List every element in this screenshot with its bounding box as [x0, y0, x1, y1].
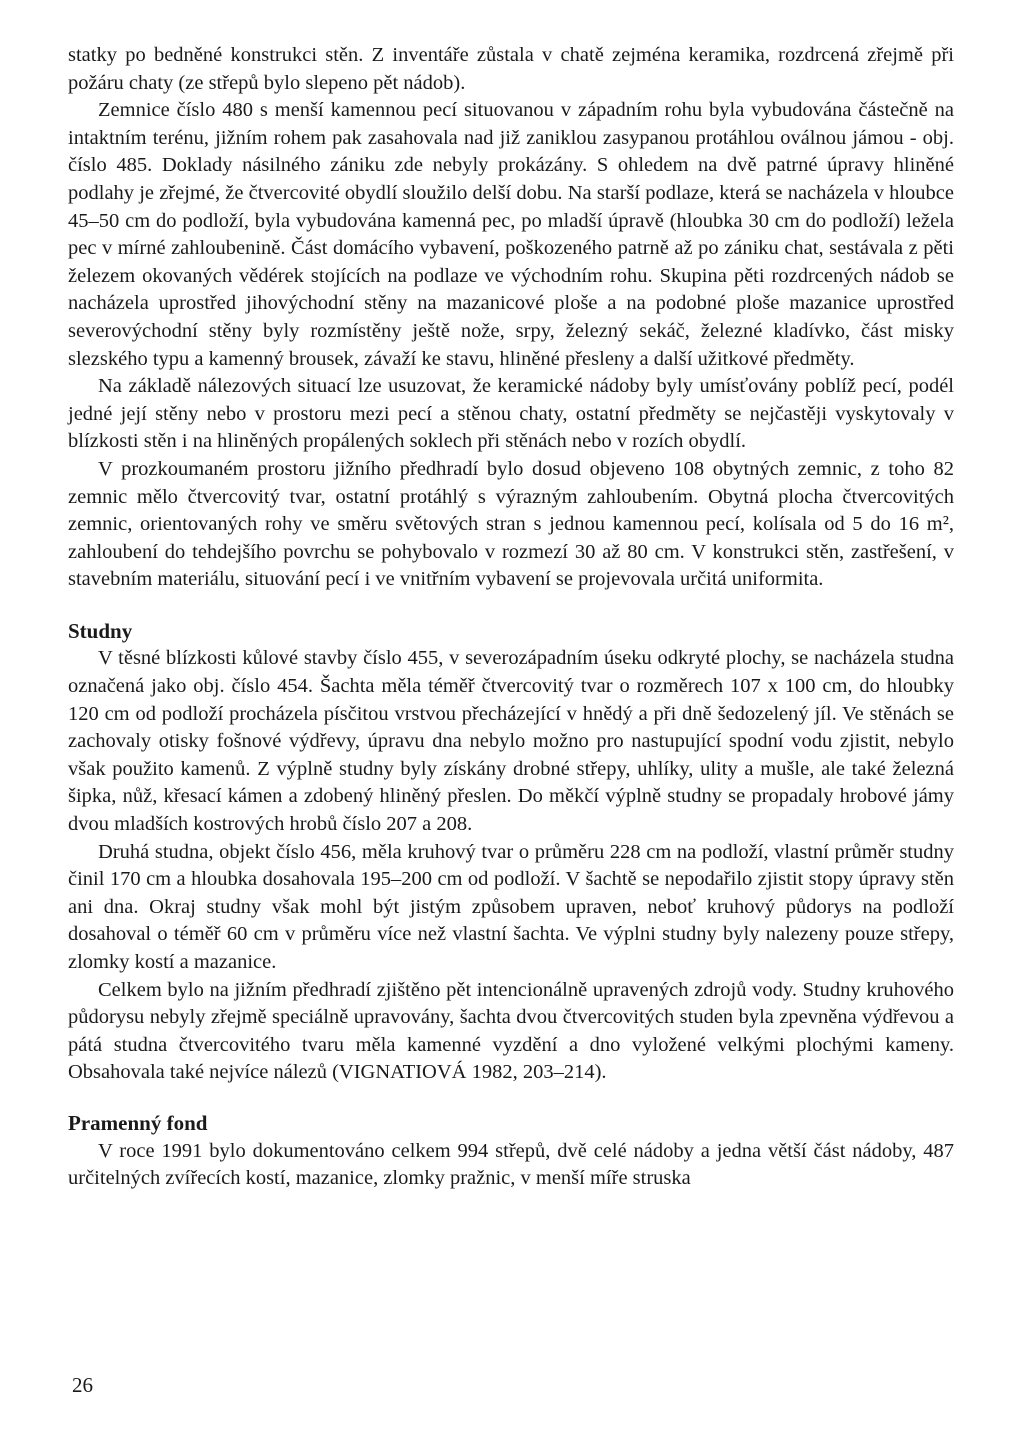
paragraph-studny-celkem: Celkem bylo na jižním předhradí zjištěno pět intencionálně upravených zdrojů vody. Studny kruhového půdorysu nebyly zřejmě speciálně upravovány, šachta dvou čtvercovitých studen byla zpevněna výdřevou a pátá studna čtvercovitého tvaru měla kamenné vyzdění a dno vyložené velkými plochými kameny. Obsahovala také nejvíce nálezů (VIGNATIOVÁ 1982, 203–214). [68, 978, 954, 1084]
paragraph-pramenny-fond: V roce 1991 bylo dokumentováno celkem 994 střepů, dvě celé nádoby a jedna větší část nádoby, 487 určitelných zvířecích kostí, mazanice, zlomky pražnic, v menší míře struska [68, 1139, 954, 1190]
paragraph-studna-454: V těsné blízkosti kůlové stavby číslo 455, v severozápadním úseku odkryté plochy, se nacházela studna označená jako obj. číslo 454. Šachta měla téměř čtvercovitý tvar o rozměrech 107 x 100 cm, do hloubky 120 cm od podloží procházela písčitou vrstvou přecházející v hnědý a při dně šedozelený jíl. Ve stěnách se zachovaly otisky fošnové výdřevy, úpravu dna nebylo možno pro nastupující spodní vodu zjistit, nebylo však použito kamenů. Z výplně studny byly získány drobné střepy, uhlíky, ulity a mušle, ale také železná šipka, nůž, křesací kámen a zdobený hliněný přeslen. Do měkčí výplně studny se propadaly hrobové jámy dvou mladších kostrových hrobů číslo 207 a 208. [68, 647, 954, 836]
page-number: 26 [72, 1373, 93, 1397]
paragraph-nalezove-situace: Na základě nálezových situací lze usuzovat, že keramické nádoby byly umísťovány poblíž pecí, podél jedné její stěny nebo v prostoru mezi pecí a stěnou chaty, ostatní předměty se nejčastěji vyskytovaly v blízkosti stěn i na hliněných propálených soklech při stěnách nebo v rozích obydlí. [68, 375, 954, 453]
paragraph-studna-456: Druhá studna, objekt číslo 456, měla kruhový tvar o průměru 228 cm na podloží, vlastní průměr studny činil 170 cm a hloubka dosahovala 195–200 cm od podloží. V šachtě se nepodařilo zjistit stopy úpravy stěn ani dna. Okraj studny však mohl být jistým způsobem upraven, neboť kruhový půdorys na podloží dosahoval o téměř 60 cm v průměru více než vlastní šachta. Ve výplni studny byly nalezeny pouze střepy, zlomky kostí a mazanice. [68, 840, 954, 973]
paragraph-zemnice-480: Zemnice číslo 480 s menší kamennou pecí situovanou v západním rohu byla vybudována částečně na intaktním terénu, jižním rohem pak zasahovala nad již zaniklou zasypanou protáhlou oválnou jámou - obj. číslo 485. Doklady násilného zániku zde nebyly prokázány. S ohledem na dvě patrné úpravy hliněné podlahy je zřejmé, že čtvercovité obydlí sloužilo delší dobu. Na starší podlaze, která se nacházela v hloubce 45–50 cm do podloží, byla vybudována kamenná pec, po mladší úpravě (hloubka 30 cm do podloží) ležela pec v mírné zahloubenině. Část domácího vybavení, poškozeného patrně až po zániku chat, sestávala z pěti železem okovaných vědérek stojících na podlaze ve východním rohu. Skupina pěti rozdrcených nádob se nacházela uprostřed jihovýchodní stěny na mazanicové ploše a na podobné ploše mazanice uprostřed severovýchodní stěny byly rozmístěny ještě nože, srpy, železný sekáč, železné kladívko, část misky slezského typu a kamenný brousek, závaží ke stavu, hliněné přesleny a další užitkové předměty. [68, 99, 954, 370]
section-heading-studny: Studny [68, 618, 133, 643]
section-heading-pramenny-fond: Pramenný fond [68, 1110, 208, 1135]
paragraph-jizni-predhradi: V prozkoumaném prostoru jižního předhradí bylo dosud objeveno 108 obytných zemnic, z toho 82 zemnic mělo čtvercovitý tvar, ostatní protáhlý s výrazným zahloubením. Obytná plocha čtvercovitých zemnic, orientovaných rohy ve směru světových stran s jednou kamennou pecí, kolísala od 5 do 16 m², zahloubení do tehdejšího povrchu se pohybovalo v rozmezí 30 až 80 cm. V konstrukci stěn, zastřešení, v stavebním materiálu, situování pecí i ve vnitřním vybavení se projevovala určitá uniformita. [68, 457, 954, 591]
paragraph-continuation: statky po bedněné konstrukci stěn. Z inventáře zůstala v chatě zejména keramika, rozdrcená zřejmě při požáru chaty (ze střepů bylo slepeno pět nádob). [68, 44, 954, 94]
document-page [68, 42, 954, 1193]
